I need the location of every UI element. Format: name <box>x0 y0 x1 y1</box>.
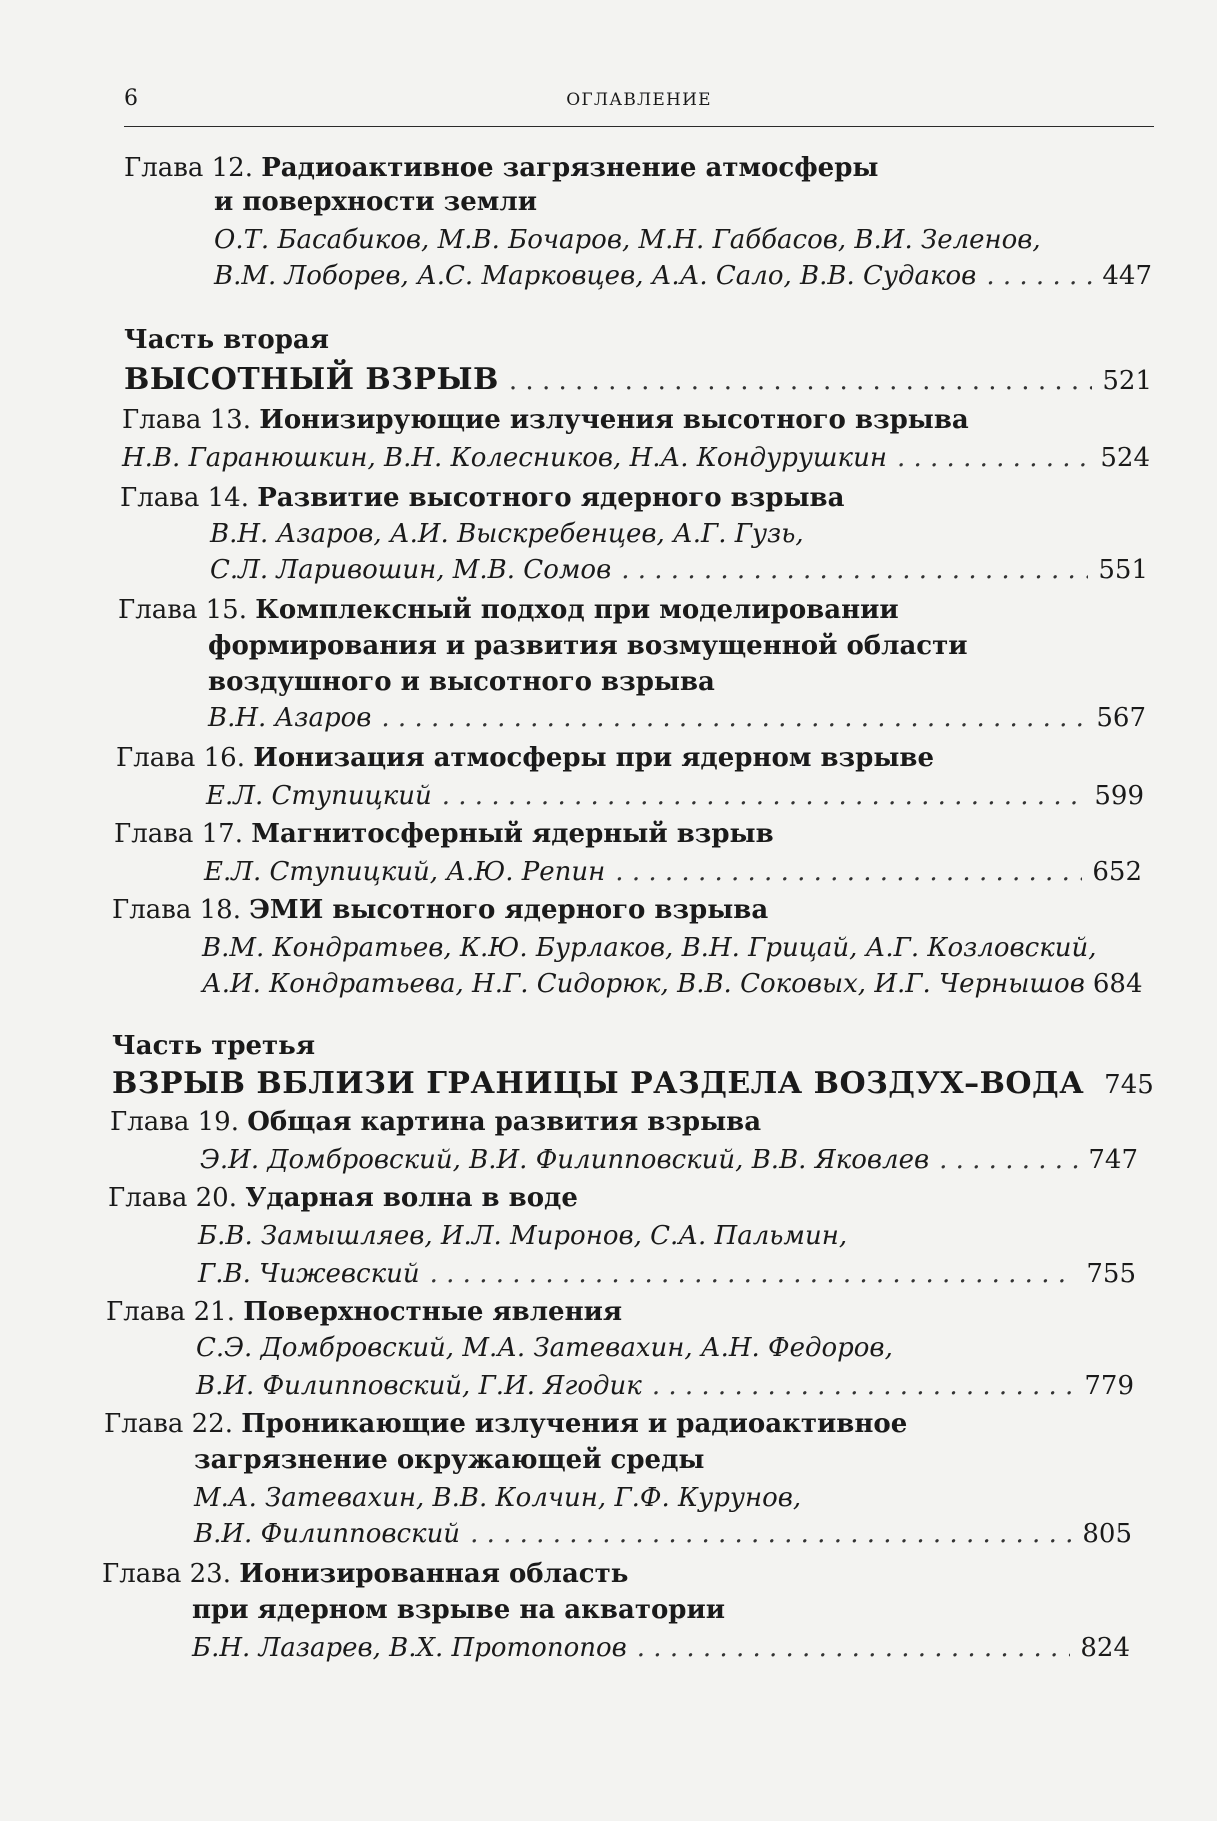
toc-page-number: 521 <box>1102 366 1152 396</box>
toc-entry-ch16-title: Глава 16. Ионизация атмосферы при ядерном взрыве <box>116 743 934 773</box>
toc-entry-ch19-authors: Э.И. Домбровский, В.И. Филипповский, В.В. Яковлев . . . 747 <box>200 1142 1138 1178</box>
toc-entry-ch19-title: Глава 19. Общая картина развития взрыва <box>110 1107 762 1137</box>
part-title-3: ВЗРЫВ ВБЛИЗИ ГРАНИЦЫ РАЗДЕЛА ВОЗДУХ–ВОДА 745 <box>112 1064 1140 1104</box>
part-label-2: Часть вторая <box>124 325 329 355</box>
page-number: 6 <box>124 86 138 111</box>
toc-entry-ch22-title: Глава 22. Проникающие излучения и радиоактивное <box>104 1409 908 1439</box>
toc-entry-ch20-title: Глава 20. Ударная волна в воде <box>108 1183 578 1213</box>
toc-entry-ch14-title: Глава 14. Развитие высотного ядерного взрыва <box>120 483 845 513</box>
toc-entry-ch21-title: Глава 21. Поверхностные явления <box>106 1297 623 1327</box>
toc-entry-ch22-authors-line: В.И. Филипповский . . . 805 <box>194 1516 1132 1552</box>
toc-page-number: 779 <box>1084 1371 1134 1401</box>
toc-page-number: 747 <box>1088 1145 1138 1175</box>
toc-page-number: 551 <box>1098 555 1148 585</box>
toc-entry-ch23-title-cont: при ядерном взрыве на акватории <box>192 1595 726 1625</box>
toc-entry-ch15-title: Глава 15. Комплексный подход при моделировании <box>118 595 899 625</box>
toc-entry-ch17-authors: Е.Л. Ступицкий, А.Ю. Репин . . . 652 <box>204 854 1142 890</box>
toc-entry-ch20-authors: Б.В. Замышляев, И.Л. Миронов, С.А. Пальмин, <box>198 1221 848 1251</box>
toc-entry-ch23-authors: Б.Н. Лазарев, В.Х. Протопопов . . . 824 <box>192 1630 1130 1666</box>
toc-entry-ch18-title: Глава 18. ЭМИ высотного ядерного взрыва <box>112 895 769 925</box>
toc-entry-ch13-authors: Н.В. Гаранюшкин, В.Н. Колесников, Н.А. Кондурушкин . . . 524 <box>122 440 1150 476</box>
toc-entry-ch14-authors: В.Н. Азаров, А.И. Выскребенцев, А.Г. Гузь, <box>210 519 804 549</box>
toc-page-number: 567 <box>1096 703 1146 733</box>
toc-entry-ch12-title-cont: и поверхности земли <box>214 187 537 217</box>
toc-entry-ch15-title-cont: формирования и развития возмущенной области <box>208 631 968 661</box>
toc-entry-ch16-authors: Е.Л. Ступицкий . . . 599 <box>206 778 1144 814</box>
toc-entry-ch17-title: Глава 17. Магнитосферный ядерный взрыв <box>114 819 774 849</box>
toc-entry-ch23-title: Глава 23. Ионизированная область <box>102 1559 629 1589</box>
toc-entry-ch15-title-cont2: воздушного и высотного взрыва <box>208 667 715 697</box>
toc-entry-ch13-title: Глава 13. Ионизирующие излучения высотного взрыва <box>122 405 969 435</box>
toc-entry-ch14-authors-line: С.Л. Ларивошин, М.В. Сомов . . . 551 <box>210 552 1148 588</box>
toc-entry-ch21-authors-line: В.И. Филипповский, Г.И. Ягодик . . . 779 <box>196 1368 1134 1404</box>
page-header <box>124 86 1154 127</box>
toc-entry-ch12-title: Глава 12. Радиоактивное загрязнение атмосферы <box>124 153 879 183</box>
toc-entry-ch12-authors-line: В.М. Лоборев, А.С. Марковцев, А.А. Сало, В.В. Судаков . . . 447 <box>214 258 1152 294</box>
toc-page-number: 684 <box>1092 969 1143 999</box>
toc-entry-ch18-authors-line: А.И. Кондратьева, Н.Г. Сидорюк, В.В. Соковых, И.Г. Черныш​ов 684 <box>202 966 1140 1002</box>
toc-page-number: 652 <box>1092 857 1142 887</box>
running-title: ОГЛАВЛЕНИЕ <box>566 90 712 110</box>
toc-entry-ch22-authors: М.А. Затевахин, В.В. Колчин, Г.Ф. Курунов, <box>194 1483 802 1513</box>
toc-entry-ch21-authors: С.Э. Домбровский, М.А. Затевахин, А.Н. Федоров, <box>196 1333 893 1363</box>
toc-page-number: 599 <box>1094 781 1144 811</box>
toc-page-number: 447 <box>1102 261 1152 291</box>
part-label-3: Часть третья <box>112 1031 316 1061</box>
toc-entry-ch22-title-cont: загрязнение окружающей среды <box>194 1445 705 1475</box>
toc-entry-ch18-authors: В.М. Кондратьев, К.Ю. Бурлаков, В.Н. Грицай, А.Г. Козловский, <box>202 933 1097 963</box>
toc-entry-ch20-authors-line: Г.В. Чижевский . . . 755 <box>198 1256 1136 1292</box>
toc-entry-ch15-authors: В.Н. Азаров . . . 567 <box>208 700 1146 736</box>
toc-page-number: 824 <box>1080 1633 1130 1663</box>
toc-page-number: 755 <box>1086 1259 1136 1289</box>
toc-page-number: 805 <box>1082 1519 1132 1549</box>
toc-page-number: 745 <box>1104 1070 1154 1100</box>
toc-page-number: 524 <box>1100 443 1150 473</box>
part-title-2: ВЫСОТНЫЙ ВЗРЫВ . . . 521 <box>124 360 1152 400</box>
toc-entry-ch12-authors: О.Т. Басабиков, М.В. Бочаров, М.Н. Габбасов, В.И. Зеленов, <box>214 225 1041 255</box>
